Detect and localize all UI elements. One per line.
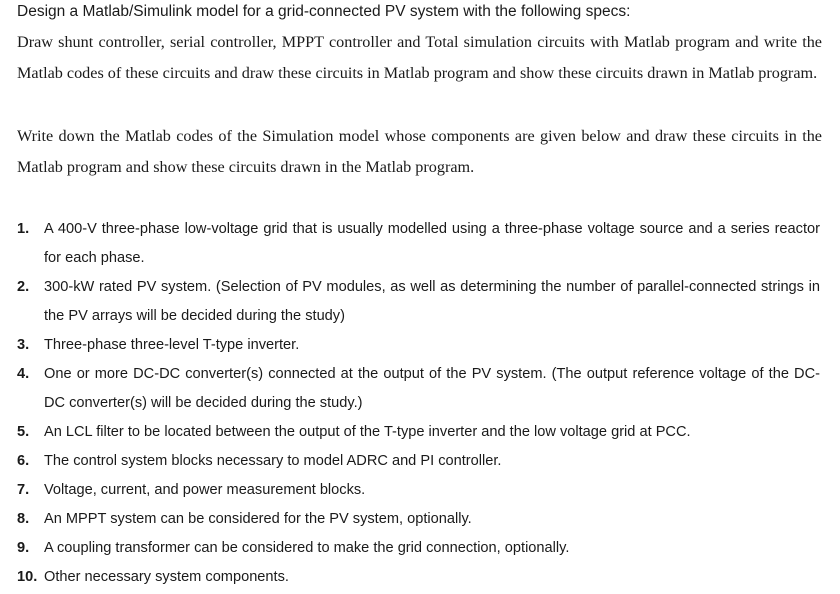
list-item-number: 9. <box>17 540 30 556</box>
instruction-paragraph-2-text: Write down the Matlab codes of the Simulation model whose components are given below and draw these circuits in the Matlab program and show these circuits drawn in the Matlab program. <box>17 127 822 177</box>
list-item <box>17 534 820 563</box>
instruction-paragraph-1 <box>17 27 822 89</box>
list-item <box>17 273 820 331</box>
list-item-text: A coupling transformer can be considered to make the grid connection, optionally. <box>44 540 570 556</box>
list-item-text: One or more DC-DC converter(s) connected at the output of the PV system. (The output reference voltage of the DC-DC converter(s) will be decided during the study.) <box>44 366 820 411</box>
list-item-text: Voltage, current, and power measurement blocks. <box>44 482 366 498</box>
list-item-number: 2. <box>17 279 30 295</box>
list-item-text: Other necessary system components. <box>44 569 289 585</box>
list-item-text: An MPPT system can be considered for the PV system, optionally. <box>44 511 472 527</box>
list-item-number: 4. <box>17 366 30 382</box>
list-item-text: Three-phase three-level T-type inverter. <box>44 337 300 353</box>
list-item <box>17 215 820 273</box>
document-heading: Design a Matlab/Simulink model for a grid-connected PV system with the following specs: <box>17 3 631 20</box>
list-item <box>17 447 820 476</box>
list-item-number: 1. <box>17 221 30 237</box>
list-item <box>17 418 820 447</box>
list-item <box>17 476 820 505</box>
list-item-number: 10. <box>17 569 38 585</box>
list-item <box>17 563 820 592</box>
instruction-paragraph-1-text: Draw shunt controller, serial controller, MPPT controller and Total simulation circuits with Matlab program and write the Matlab codes of these circuits and draw these circuits in Matlab program and show these circuits drawn in Matlab program. <box>17 33 822 83</box>
list-item-text: An LCL filter to be located between the output of the T-type inverter and the low voltage grid at PCC. <box>44 424 691 440</box>
list-item <box>17 505 820 534</box>
list-item-text: A 400-V three-phase low-voltage grid that is usually modelled using a three-phase voltage source and a series reactor for each phase. <box>44 221 820 266</box>
list-item-text: The control system blocks necessary to model ADRC and PI controller. <box>44 453 502 469</box>
list-item-number: 7. <box>17 482 30 498</box>
instruction-paragraph-2 <box>17 121 822 183</box>
list-item-text: 300-kW rated PV system. (Selection of PV modules, as well as determining the number of parallel-connected strings in the PV arrays will be decided during the study) <box>44 279 820 324</box>
list-item-number: 3. <box>17 337 30 353</box>
list-item <box>17 331 820 360</box>
list-item-number: 8. <box>17 511 30 527</box>
list-item-number: 6. <box>17 453 30 469</box>
list-item <box>17 360 820 418</box>
list-item-number: 5. <box>17 424 30 440</box>
component-list <box>17 215 820 592</box>
